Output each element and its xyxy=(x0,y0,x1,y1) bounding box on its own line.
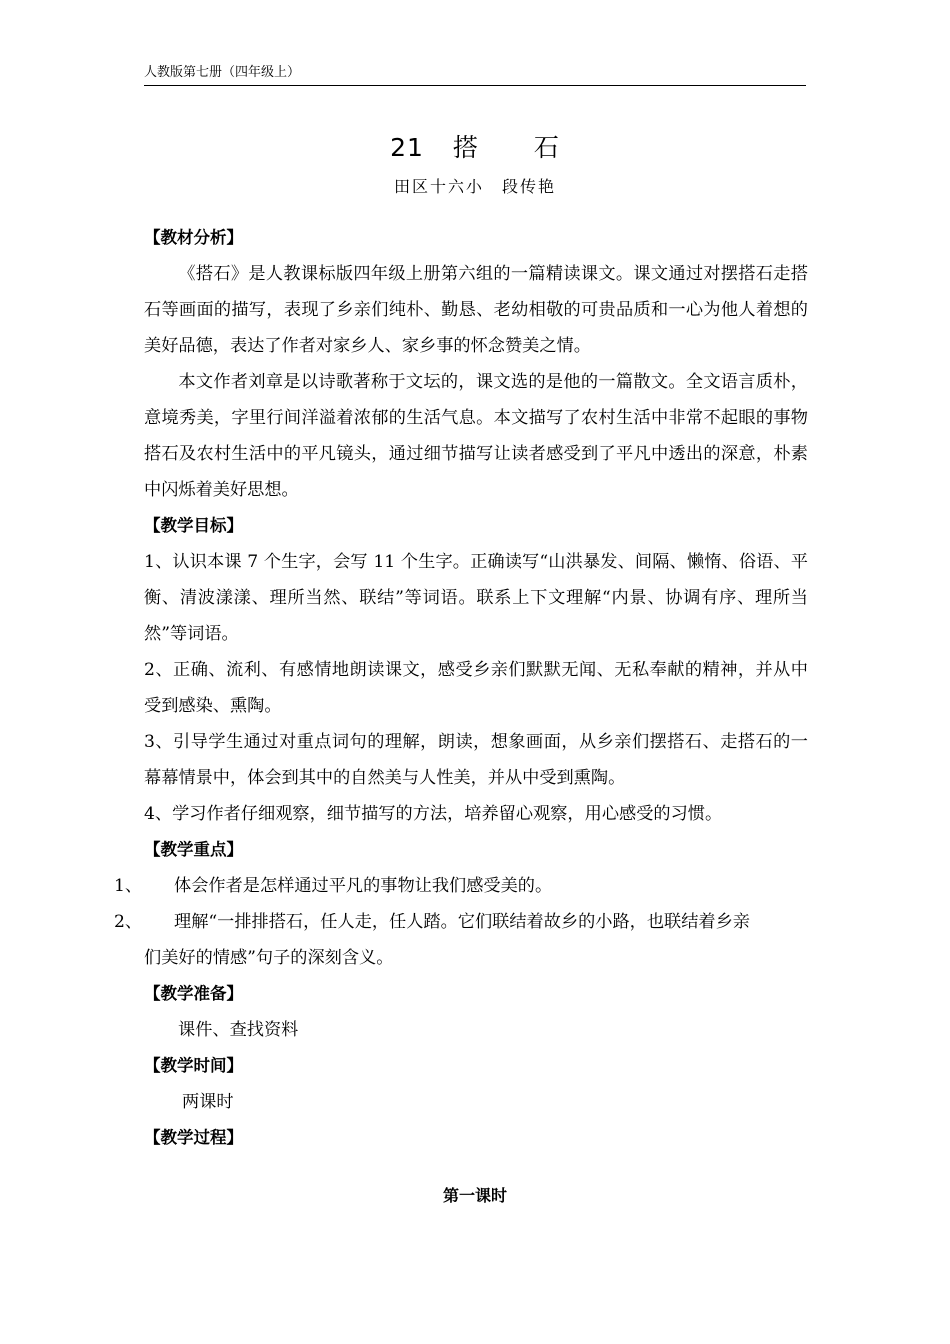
key-point-item-2-continuation: 们美好的情感”句子的深刻含义。 xyxy=(144,948,394,968)
lesson-period-title: 第一课时 xyxy=(442,1186,507,1205)
section-heading-analysis: 【教材分析】 xyxy=(144,228,243,247)
key-point-text: 理解“一排排搭石，任人走，任人踏。它们联结着故乡的小路，也联结着乡亲 xyxy=(174,912,750,932)
key-point-number: 1、 xyxy=(114,876,143,896)
analysis-paragraph-1: 《搭石》是人教课标版四年级上册第六组的一篇精读课文。课文通过对摆搭石走搭石等画面的描写，表现了乡亲们纯朴、勤恳、老幼相敬的可贵品质和一心为他人着想的美好品德，表达了作者对家乡人、家乡事的怀念赞美之情。 xyxy=(144,264,808,356)
goal-item-2: 2、正确、流利、有感情地朗读课文，感受乡亲们默默无闻、无私奉献的精神，并从中受到感染、熏陶。 xyxy=(144,660,808,716)
body-text xyxy=(114,220,808,1156)
goal-item-3: 3、引导学生通过对重点词句的理解，朗读，想象画面，从乡亲们摆搭石、走搭石的一幕幕情景中，体会到其中的自然美与人性美，并从中受到熏陶。 xyxy=(144,732,808,788)
section-heading-key-points: 【教学重点】 xyxy=(144,840,243,859)
lesson-title: 21 搭 石 xyxy=(390,133,560,162)
section-heading-process: 【教学过程】 xyxy=(144,1128,243,1147)
analysis-paragraph-2: 本文作者刘章是以诗歌著称于文坛的，课文选的是他的一篇散文。全文语言质朴，意境秀美，字里行间洋溢着浓郁的生活气息。本文描写了农村生活中非常不起眼的事物搭石及农村生活中的平凡镜头，通过细节描写让读者感受到了平凡中透出的深意，朴素中闪烁着美好思想。 xyxy=(144,372,808,500)
key-point-item-2 xyxy=(114,904,808,940)
author-line: 田区十六小 段传艳 xyxy=(393,177,556,196)
key-point-number: 2、 xyxy=(114,912,143,932)
time-text: 两课时 xyxy=(182,1092,234,1112)
key-point-item-1 xyxy=(114,868,808,904)
goal-item-1: 1、认识本课 7 个生字，会写 11 个生字。正确读写“山洪暴发、间隔、懒惰、俗语、平衡、清波漾漾、理所当然、联结”等词语。联系上下文理解“内景、协调有序、理所当然”等词语。 xyxy=(144,552,808,644)
section-heading-preparation: 【教学准备】 xyxy=(144,984,243,1003)
preparation-text: 课件、查找资料 xyxy=(178,1020,299,1040)
section-heading-time: 【教学时间】 xyxy=(144,1056,243,1075)
section-heading-goals: 【教学目标】 xyxy=(144,516,243,535)
running-header: 人教版第七册（四年级上） xyxy=(144,64,806,86)
goal-item-4: 4、学习作者仔细观察，细节描写的方法，培养留心观察，用心感受的习惯。 xyxy=(144,804,723,824)
key-point-text: 体会作者是怎样通过平凡的事物让我们感受美的。 xyxy=(174,876,553,896)
